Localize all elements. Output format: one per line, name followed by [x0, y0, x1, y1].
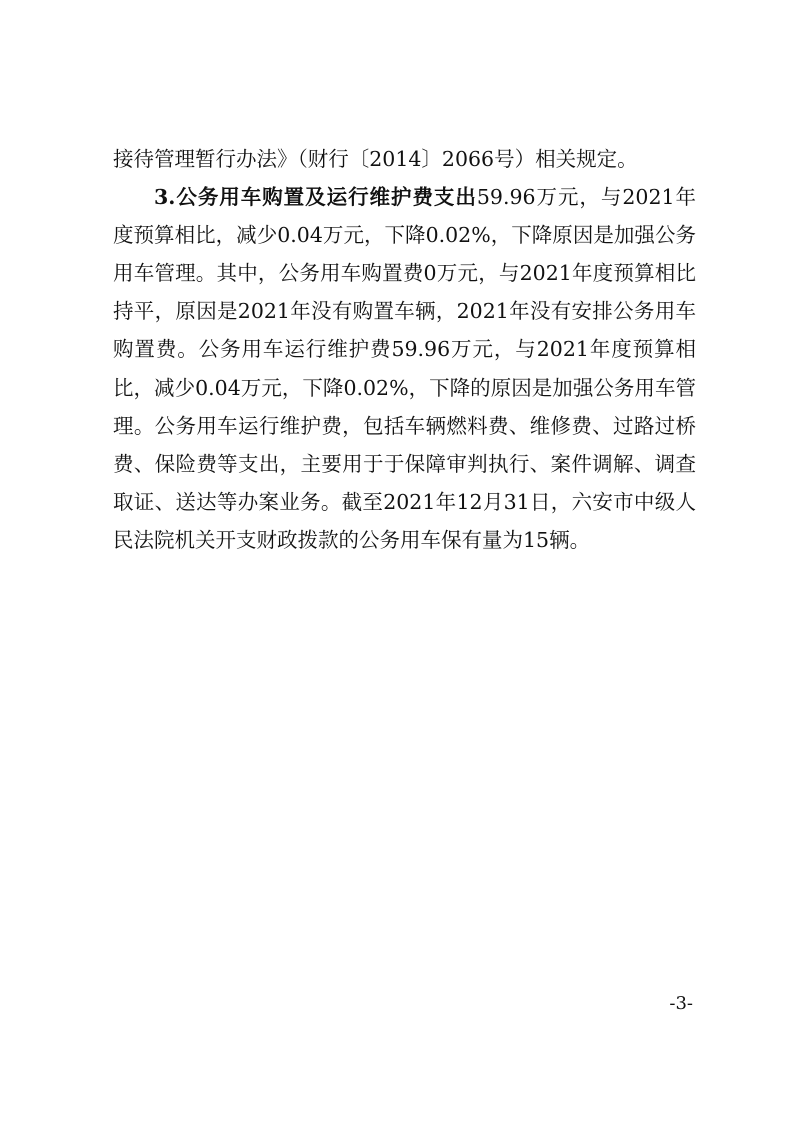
document-body [113, 140, 696, 559]
continuation-paragraph: 接待管理暂行办法》（财行〔2014〕2066号）相关规定。 [113, 147, 638, 171]
section-3-body: 59.96万元，与2021年度预算相比，减少0.04万元，下降0.02%，下降原因是加强公务用车管理。其中，公务用车购置费0万元，与2021年度预算相比持平，原因是2021年没有购置车辆，2021年没有安排公务用车购置费。公务用车运行维护费59.96万元，与2021年度预算相比，减少0.04万元，下降0.02%，下降的原因是加强公务用车管理。公务用车运行维护费，包括车辆燃料费、维修费、过路过桥费、保险费等支出，主要用于于保障审判执行、案件调解、调查取证、送达等办案业务。截至2021年12月31日，六安市中级人民法院机关开支财政拨款的公务用车保有量为15辆。 [113, 185, 696, 552]
page-number: -3- [669, 993, 693, 1014]
section-3-paragraph [113, 178, 696, 559]
section-3-heading: 3.公务用车购置及运行维护费支出 [154, 185, 477, 210]
